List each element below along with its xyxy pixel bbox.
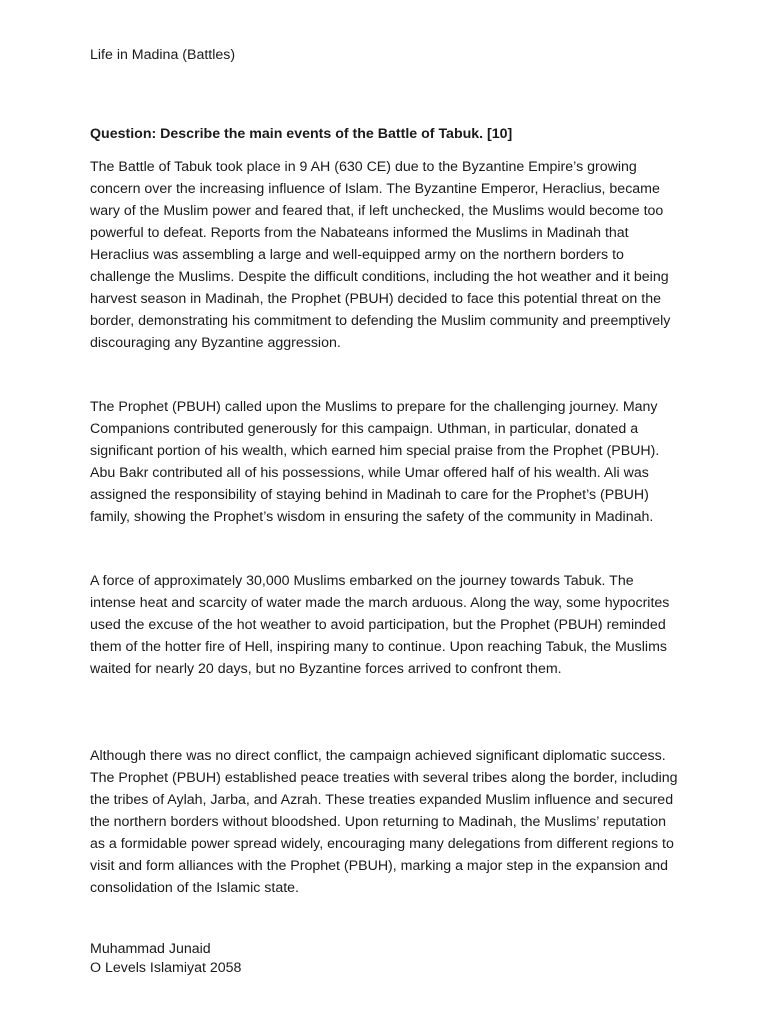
document-footer <box>90 940 241 978</box>
author-name: Muhammad Junaid <box>90 941 211 957</box>
answer-paragraph-3: A force of approximately 30,000 Muslims embarked on the journey towards Tabuk. The intense heat and scarcity of water made the march arduous. Along the way, some hypocrites used the excuse of the hot weather to avoid participation, but the Prophet (PBUH) reminded them of the hotter fire of Hell, inspiring many to continue. Upon reaching Tabuk, the Muslims waited for nearly 20 days, but no Byzantine forces arrived to confront them. <box>90 573 670 677</box>
answer-paragraph-2: The Prophet (PBUH) called upon the Muslims to prepare for the challenging journey. Many Companions contributed generously for this campaign. Uthman, in particular, donated a significant portion of his wealth, which earned him special praise from the Prophet (PBUH). Abu Bakr contributed all of his possessions, while Umar offered half of his wealth. Ali was assigned the responsibility of staying behind in Madinah to care for the Prophet’s (PBUH) family, showing the Prophet’s wisdom in ensuring the safety of the community in Madinah. <box>90 399 660 525</box>
question-heading: Question: Describe the main events of the Battle of Tabuk. [10] <box>90 126 513 142</box>
answer-paragraph-4: Although there was no direct conflict, the campaign achieved significant diplomatic success. The Prophet (PBUH) established peace treaties with several tribes along the border, including the tribes of Aylah, Jarba, and Azrah. These treaties expanded Muslim influence and secured the northern borders without bloodshed. Upon returning to Madinah, the Muslims’ reputation as a formidable power spread widely, encouraging many delegations from different regions to visit and form alliances with the Prophet (PBUH), marking a major step in the expansion and consolidation of the Islamic state. <box>90 748 678 896</box>
course-name: O Levels Islamiyat 2058 <box>90 960 242 976</box>
answer-paragraph-1: The Battle of Tabuk took place in 9 AH (630 CE) due to the Byzantine Empire’s growing concern over the increasing influence of Islam. The Byzantine Emperor, Heraclius, became wary of the Muslim power and feared that, if left unchecked, the Muslims would become too powerful to defeat. Reports from the Nabateans informed the Muslims in Madinah that Heraclius was assembling a large and well-equipped army on the northern borders to challenge the Muslims. Despite the difficult conditions, including the hot weather and it being harvest season in Madinah, the Prophet (PBUH) decided to face this potential threat on the border, demonstrating his commitment to defending the Muslim community and preemptively discouraging any Byzantine aggression. <box>90 159 671 351</box>
document-header: Life in Madina (Battles) <box>90 47 236 63</box>
